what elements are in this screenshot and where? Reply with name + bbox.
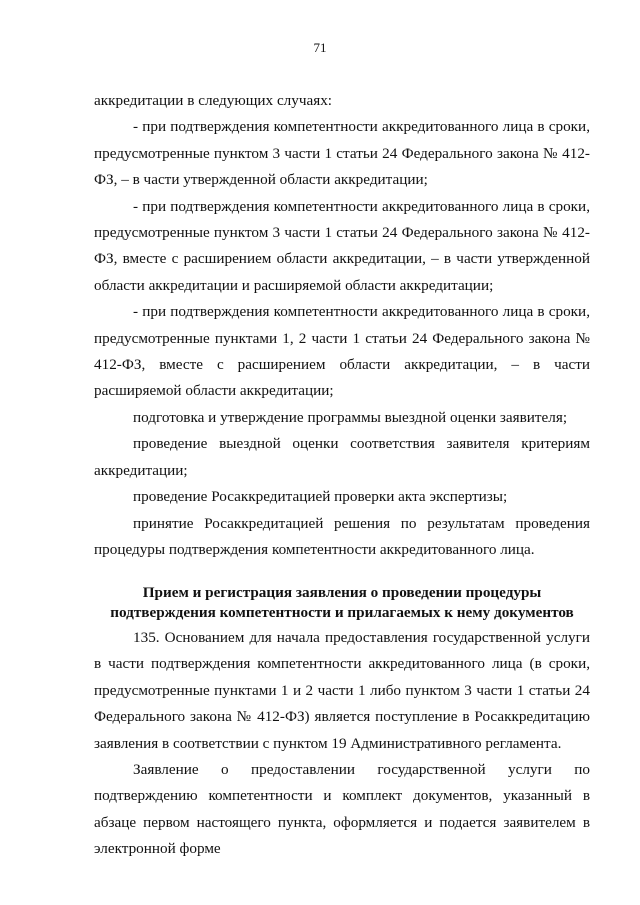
paragraph-application-form: Заявление о предоставлении государственной услуги по подтверждению компетентности и комплект документов, указанный в абзаце первом настоящего пункта, оформляется и подается заявителем в электронной форме: [94, 761, 590, 858]
section-application-receipt: [94, 625, 590, 863]
paragraph-act-review: проведение Росаккредитацией проверки акта экспертизы;: [133, 488, 508, 506]
section-procedures-list: [94, 88, 590, 563]
paragraph-case-2: - при подтверждения компетентности аккредитованного лица в сроки, предусмотренные пунктом 3 части 1 статьи 24 Федерального закона № 412-ФЗ, вместе с расширением области аккредитации, – в части утвержденной области аккредитации и расширяемой области аккредитации;: [94, 197, 590, 294]
section-heading-line-1: Прием и регистрация заявления о проведении процедуры: [142, 584, 542, 601]
paragraph-continuation: аккредитации в следующих случаях:: [94, 92, 333, 109]
paragraph-program-preparation: подготовка и утверждение программы выездной оценки заявителя;: [133, 408, 568, 426]
section-heading-line-2: подтверждения компетентности и прилагаемых к нему документов: [110, 604, 574, 621]
section-heading: [94, 583, 590, 623]
paragraph-case-1: - при подтверждения компетентности аккредитованного лица в сроки, предусмотренные пунктом 3 части 1 статьи 24 Федерального закона № 412-ФЗ, – в части утвержденной области аккредитации;: [94, 118, 590, 189]
paragraph-case-3: - при подтверждения компетентности аккредитованного лица в сроки, предусмотренные пунктами 1, 2 части 1 статьи 24 Федерального закона № 412-ФЗ, вместе с расширением области аккредитации, – в части расширяемой области аккредитации;: [94, 303, 590, 400]
page-number: 71: [313, 40, 327, 55]
paragraph-decision: принятие Росаккредитацией решения по результатам проведения процедуры подтверждения компетентности аккредитованного лица.: [94, 514, 590, 558]
paragraph-item-135: 135. Основанием для начала предоставления государственной услуги в части подтверждения компетентности аккредитованного лица (в сроки, предусмотренные пунктами 1 и 2 части 1 либо пунктом 3 части 1 статьи 24 Федерального закона № 412-ФЗ) является поступление в Росаккредитацию заявления в соответствии с пунктом 19 Административного регламента.: [94, 629, 590, 752]
paragraph-onsite-assessment: проведение выездной оценки соответствия заявителя критериям аккредитации;: [94, 435, 590, 479]
